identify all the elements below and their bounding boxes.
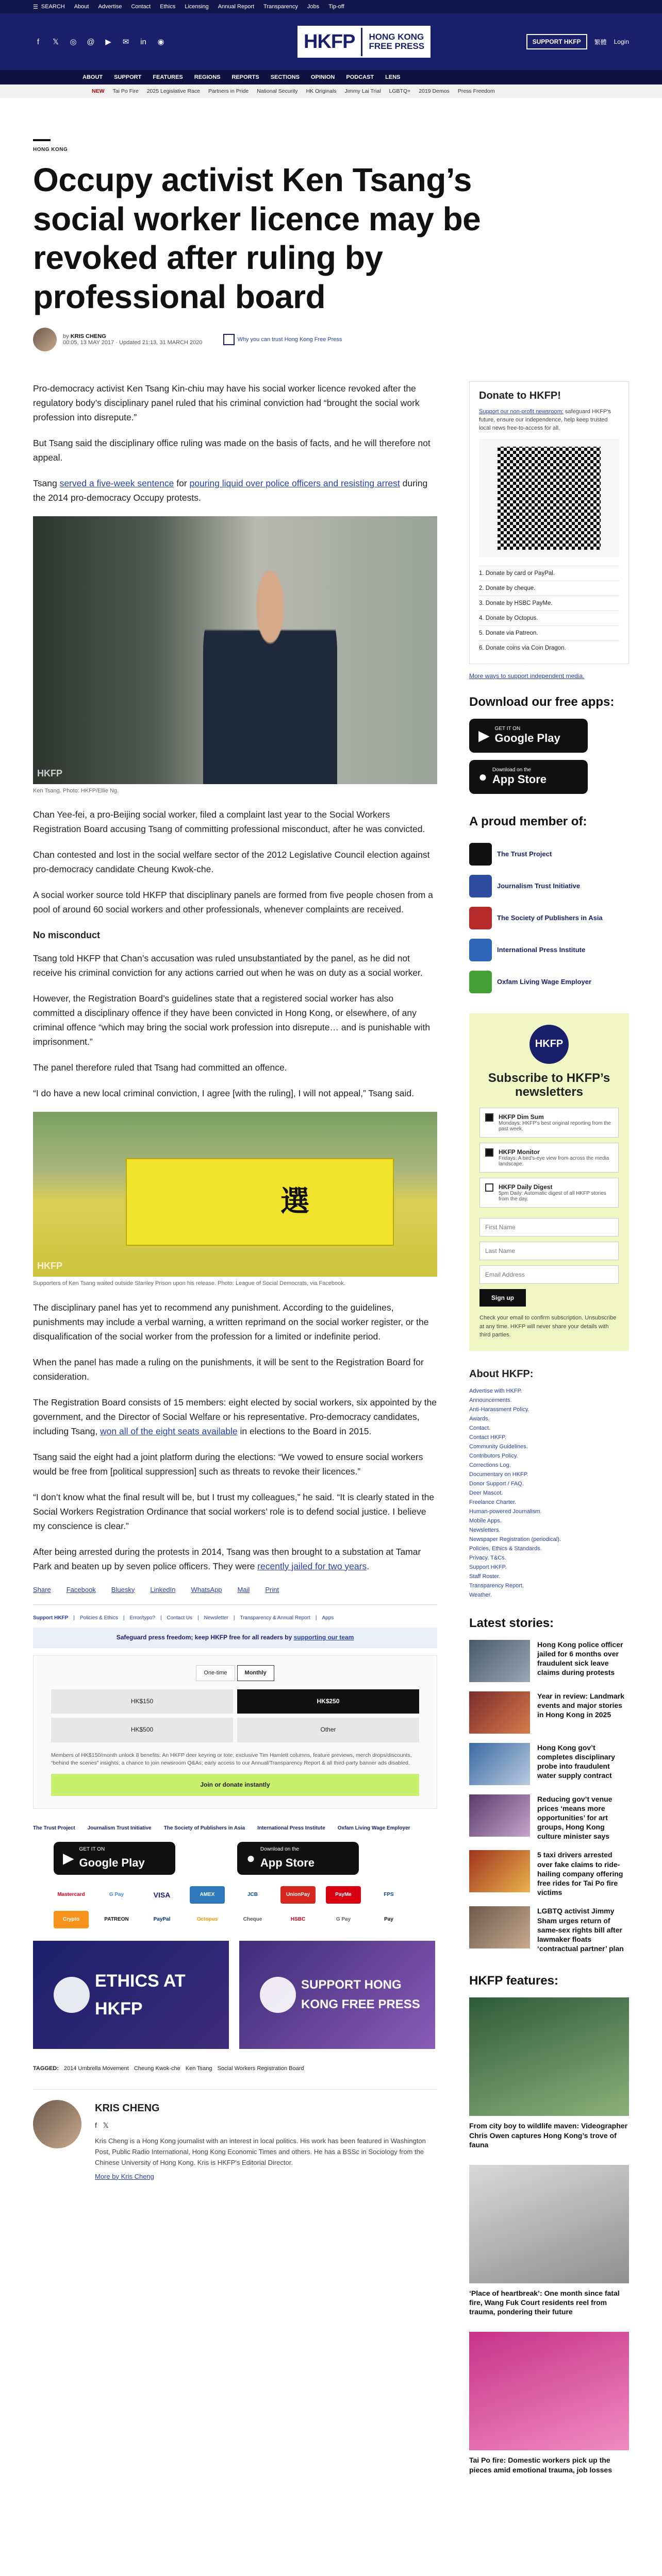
share-linkedin[interactable]: LinkedIn — [150, 1585, 176, 1594]
trust-logo[interactable]: The Trust Project — [33, 1825, 75, 1832]
feature-title[interactable]: From city boy to wildlife maven: Videographer Chris Owen captures Hong Kong’s trove of fauna — [469, 2122, 628, 2149]
x-icon[interactable]: 𝕏 — [103, 2121, 109, 2129]
rss-icon[interactable]: ◉ — [157, 38, 164, 46]
topbar-link-jobs[interactable]: Jobs — [307, 4, 320, 10]
paypal-icon[interactable]: PayPal — [144, 1911, 179, 1928]
app-store-button[interactable]: ● Download on the App Store — [237, 1842, 359, 1875]
octopus-icon[interactable]: Octopus — [190, 1911, 225, 1928]
paragraph: “I do have a new local criminal conviction, I agree [with the ruling], I will not appeal,” Tsang said. — [33, 1088, 414, 1099]
google-pay-icon[interactable]: G Pay — [99, 1886, 134, 1904]
sidebar — [469, 381, 629, 2490]
logo-text: HONG KONG FREE PRESS — [369, 32, 425, 51]
mastercard-icon[interactable]: Mastercard — [54, 1886, 89, 1904]
inline-link[interactable]: recently jailed for two years — [257, 1561, 367, 1571]
donate-method[interactable]: 1. Donate by card or PayPal. — [479, 566, 619, 581]
story-thumbnail — [469, 1743, 530, 1785]
email-input[interactable]: Email Address — [479, 1265, 619, 1284]
donate-method[interactable]: 6. Donate coins via Coin Dragon. — [479, 640, 619, 655]
top-utility-bar — [0, 0, 662, 13]
donate-method[interactable]: 4. Donate by Octopus. — [479, 611, 619, 625]
paragraph: Tsang told HKFP that Chan’s accusation was ruled unsubstantiated by the panel, as he did not receive his criminal conviction for any actions carried out when he was on duty as a social worker. — [33, 953, 423, 978]
photo-watermark: HKFP — [37, 768, 62, 779]
play-icon — [260, 1977, 296, 2013]
paragraph: But Tsang said the disciplinary office ruling was made on the basis of facts, and he will therefore not appeal. — [33, 438, 431, 463]
donate-method[interactable]: 2. Donate by cheque. — [479, 581, 619, 596]
member-logo[interactable]: The Society of Publishers in Asia — [469, 902, 629, 934]
inline-link[interactable]: won all of the eight seats available — [100, 1426, 238, 1436]
trust-badge-icon — [223, 334, 235, 345]
facebook-icon[interactable]: f — [37, 37, 40, 46]
google-play-icon: ▶ — [63, 1850, 74, 1866]
payme-icon[interactable]: PayMe — [326, 1886, 361, 1904]
share-whatsapp[interactable]: WhatsApp — [191, 1585, 222, 1594]
latest-title: Latest stories: — [469, 1616, 554, 1630]
checkbox-unchecked[interactable] — [485, 1183, 493, 1192]
about-link[interactable]: Newspaper Registration (periodical). — [469, 1536, 561, 1543]
member-logo[interactable]: The Trust Project — [469, 838, 629, 870]
latest-story[interactable]: 5 taxi drivers arrested over fake claims to ride-hailing company offering free rides for Tai Po fire victims — [469, 1850, 629, 1897]
trending-item[interactable]: 2019 Demos — [419, 88, 450, 94]
paragraph: However, the Registration Board’s guidelines state that a registered social worker has also committed a disciplinary offence if they have been convicted in Hong Kong, or elsewhere, of any criminal offence “which may bring the social work profession into disrepute… and is punishable with imprisonment.” — [33, 993, 431, 1047]
story-thumbnail — [469, 1906, 530, 1948]
article-tags — [33, 2064, 437, 2074]
about-link[interactable]: Contact. — [469, 1425, 490, 1431]
topbar-link-about[interactable]: About — [74, 4, 89, 10]
share-label: Share — [33, 1585, 51, 1594]
checkbox-checked[interactable] — [485, 1148, 493, 1157]
story-thumbnail — [469, 1691, 530, 1734]
amount-option[interactable]: HK$500 — [51, 1718, 233, 1742]
feature-title[interactable]: Tai Po fire: Domestic workers pick up the pieces amid emotional trauma, job losses — [469, 2456, 612, 2474]
more-ways-link[interactable]: More ways to support independent media. — [469, 672, 585, 680]
donate-link[interactable]: Support our non-profit newsroom: — [479, 409, 564, 415]
login-link[interactable]: Login — [614, 38, 629, 45]
checkbox-checked[interactable] — [485, 1113, 493, 1122]
author-social — [95, 2120, 437, 2131]
trust-logos-row — [33, 1824, 437, 1833]
photo-subject — [203, 563, 337, 784]
footer-link-transparency[interactable]: Transparency & Annual Report — [240, 1615, 310, 1621]
about-link[interactable]: Announcements. — [469, 1397, 512, 1403]
donate-qr-code — [479, 439, 619, 557]
apple-pay-icon[interactable]: Pay — [371, 1911, 406, 1928]
about-link[interactable]: Community Guidelines. — [469, 1443, 528, 1450]
feature-image[interactable] — [469, 1997, 629, 2116]
paragraph: Tsang served a five-week sentence for pouring liquid over police officers and resisting arrest during the 2014 pro-democracy Occupy protests. — [33, 478, 428, 503]
signup-button[interactable]: Sign up — [479, 1289, 526, 1307]
latest-story[interactable]: Year in review: Landmark events and major stories in Hong Kong in 2025 — [469, 1691, 629, 1734]
jcb-icon[interactable]: JCB — [235, 1886, 270, 1904]
join-donate-button[interactable]: Join or donate instantly — [51, 1774, 419, 1796]
newsletter-signup — [469, 1013, 629, 1351]
payment-methods — [33, 1886, 437, 1928]
latest-story[interactable]: LGBTQ activist Jimmy Sham urges return of same-sex rights bill after lawmaker floats ‘contractual partner’ plan — [469, 1906, 629, 1953]
article-photo-supporters — [33, 1112, 437, 1277]
donate-title: Donate to HKFP! — [479, 390, 561, 401]
about-link[interactable]: Newsletters. — [469, 1527, 501, 1533]
category-rule — [33, 139, 51, 141]
qr-code-icon — [498, 447, 601, 550]
about-link[interactable]: Corrections Log. — [469, 1462, 511, 1468]
youtube-icon[interactable]: ▶ — [105, 38, 111, 46]
member-logos — [469, 838, 629, 998]
about-link[interactable]: Donor Support / FAQ. — [469, 1480, 524, 1487]
donate-method[interactable]: 3. Donate by HSBC PayMe. — [479, 596, 619, 611]
newsletter-option[interactable]: HKFP Monitor Fridays: A bird's-eye view from across the media landscape. — [479, 1143, 619, 1173]
site-header — [0, 13, 662, 70]
topbar-link-transparency[interactable]: Transparency — [263, 4, 298, 10]
newsletter-option[interactable]: HKFP Daily Digest 5pm Daily: Automatic digest of all HKFP stories from the day. — [479, 1178, 619, 1208]
tag[interactable]: Cheung Kwok-che — [134, 2065, 180, 2072]
nav-sections[interactable]: SECTIONS — [270, 74, 300, 80]
donation-amounts — [51, 1689, 419, 1742]
footer-link-support[interactable]: Support HKFP — [33, 1615, 69, 1621]
page-content — [33, 139, 629, 2474]
latest-stories — [469, 1616, 629, 1954]
search-toggle[interactable]: ☰ SEARCH — [33, 4, 65, 10]
footer-link-policies[interactable]: Policies & Ethics — [79, 1615, 118, 1621]
newsletter-title: Subscribe to HKFP’s newsletters — [488, 1071, 610, 1099]
about-link[interactable]: Weather. — [469, 1591, 492, 1598]
author-link[interactable]: KRIS CHENG — [70, 333, 106, 340]
feature-title[interactable]: ‘Place of heartbreak’: One month since fatal fire, Wang Fuk Court residents reel from trauma, pondering their future — [469, 2289, 620, 2316]
photo-caption: Supporters of Ken Tsang waited outside Stanley Prison upon his release. Photo: League of Social Democrats, via Facebook. — [33, 1280, 345, 1287]
topbar-link-ethics[interactable]: Ethics — [160, 4, 176, 10]
member-title: A proud member of: — [469, 814, 587, 828]
divider — [33, 2089, 437, 2090]
article-title: Occupy activist Ken Tsang’s social worker licence may be revoked after ruling by professional board — [33, 161, 481, 315]
topbar-link-annual-report[interactable]: Annual Report — [218, 4, 255, 10]
topbar-link-contact[interactable]: Contact — [131, 4, 151, 10]
play-icon — [54, 1977, 90, 2013]
trending-item[interactable]: National Security — [257, 88, 298, 94]
photo-caption: Ken Tsang. Photo: HKFP/Ellie Ng. — [33, 788, 119, 794]
donation-frequency-toggle — [51, 1665, 419, 1682]
linkedin-icon[interactable]: in — [140, 37, 146, 46]
donate-widget — [469, 381, 629, 664]
trending-item[interactable]: LGBTQ+ — [389, 88, 411, 94]
apple-icon: ● — [478, 768, 487, 785]
latest-story[interactable]: Reducing gov’t venue prices ‘means more opportunities’ for art groups, Hong Kong culture minister says — [469, 1794, 629, 1841]
trending-item[interactable]: Press Freedom — [457, 88, 495, 94]
toggle-monthly[interactable]: Monthly — [237, 1665, 274, 1682]
trust-link[interactable]: Why you can trust Hong Kong Free Press — [223, 334, 342, 345]
member-logo[interactable]: Oxfam Living Wage Employer — [469, 966, 629, 998]
cheque-icon[interactable]: Cheque — [235, 1911, 270, 1928]
author-bio-text: Kris Cheng is a Hong Kong journalist with an interest in local politics. His work has been featured in Washington Post, Public Radio International, Hong Kong Economic Times and others. He has a BSSc in Sociology from the Chinese University of Hong Kong. Kris is HKFP's Editorial Director. — [95, 2137, 426, 2166]
crypto-icon[interactable]: Crypto — [54, 1911, 89, 1928]
hkfp-features — [469, 1974, 629, 2475]
nav-support[interactable]: SUPPORT — [114, 74, 142, 80]
story-thumbnail — [469, 1850, 530, 1892]
support-team-link[interactable]: supporting our team — [293, 1634, 354, 1641]
member-logo[interactable]: Journalism Trust Initiative — [469, 870, 629, 902]
paragraph: The disciplinary panel has yet to recommend any punishment. According to the guidelines, punishments may include a verbal warning, a written reprimand on the social worker register, or the disqualification of the social worker from the profession for a limited or indefinite period. — [33, 1302, 429, 1342]
article-category[interactable]: HONG KONG — [33, 147, 68, 152]
story-thumbnail — [469, 1794, 530, 1837]
byline: by KRIS CHENG 00:05, 13 MAY 2017 · Updated 21:13, 31 MARCH 2020 Why you can trust Hong Kong Free Press — [33, 328, 629, 351]
tags-label: TAGGED: — [33, 2065, 59, 2072]
about-link[interactable]: Policies, Ethics & Standards. — [469, 1545, 542, 1552]
app-store-row — [33, 1842, 437, 1875]
email-icon[interactable]: ✉ — [122, 38, 129, 46]
section-heading: No misconduct — [33, 930, 101, 941]
unionpay-icon[interactable]: UnionPay — [280, 1886, 316, 1904]
sidebar-google-play-button[interactable]: ▶ GET IT ON Google Play — [469, 719, 588, 753]
topbar-link-licensing[interactable]: Licensing — [185, 4, 209, 10]
facebook-icon[interactable]: f — [95, 2121, 97, 2129]
support-video[interactable]: SUPPORT HONG KONG FREE PRESS — [239, 1941, 435, 2049]
about-link[interactable]: Freelance Charter. — [469, 1499, 517, 1505]
features-title: HKFP features: — [469, 1974, 558, 1988]
share-print[interactable]: Print — [265, 1585, 279, 1594]
site-logo[interactable] — [297, 26, 431, 58]
share-bluesky[interactable]: Bluesky — [111, 1585, 135, 1594]
about-widget — [469, 1368, 629, 1600]
paragraph: A social worker source told HKFP that disciplinary panels are formed from five people chosen from a pool of around 60 social workers and other professionals, whenever complaints are received. — [33, 890, 433, 915]
article-footer-links: Support HKFP | Policies & Ethics | Error/typo? | Contact Us | Newsletter | Transparency & Annual Report | Apps — [33, 1609, 437, 1628]
donate-method[interactable]: 5. Donate via Patreon. — [479, 625, 619, 640]
menu-icon: ☰ — [33, 4, 38, 10]
photo-banner-text: 選 — [280, 1185, 309, 1219]
about-link[interactable]: Human-powered Journalism. — [469, 1508, 542, 1515]
membership-note: Members of HK$150/month unlock 8 benefits: An HKFP deer keyring or tote; exclusive Tim Hamlett columns, feature previews, merch drops/discounts, “behind the scenes” insights; a chance to join newsroom Q&As; early access to our Annual/Transparency Report & all third-party banner ads disabled. — [51, 1752, 412, 1767]
hsbc-icon[interactable]: HSBC — [280, 1911, 316, 1928]
trending-item[interactable]: Partners in Pride — [208, 88, 249, 94]
language-switch[interactable]: 繁體 — [594, 38, 607, 46]
author-avatar — [33, 328, 57, 351]
apple-icon: ● — [246, 1850, 255, 1866]
share-mail[interactable]: Mail — [237, 1585, 250, 1594]
article-body — [33, 381, 437, 2183]
donation-widget — [33, 1655, 437, 1809]
trending-bar — [0, 84, 662, 98]
amount-option-other[interactable]: Other — [237, 1718, 419, 1742]
google-play-icon: ▶ — [478, 727, 490, 744]
about-link[interactable]: Deer Mascot. — [469, 1489, 503, 1496]
instagram-icon[interactable]: ◎ — [70, 38, 77, 46]
photo-banner — [126, 1158, 394, 1246]
latest-story[interactable]: Hong Kong gov’t completes disciplinary probe into fraudulent water supply contract — [469, 1743, 629, 1785]
about-title: About HKFP: — [469, 1368, 534, 1380]
tag[interactable]: Ken Tsang — [185, 2065, 212, 2072]
paragraph: After being arrested during the protests in 2014, Tsang was then brought to a substation at Tamar Park and beaten up by seven police officers. They were recently jailed for two years. — [33, 1546, 421, 1571]
google-play-button[interactable]: ▶ GET IT ON Google Play — [54, 1842, 175, 1875]
threads-icon[interactable]: @ — [87, 37, 95, 46]
tag[interactable]: 2014 Umbrella Movement — [63, 2065, 129, 2072]
ethics-video[interactable]: ETHICS AT HKFP — [33, 1941, 229, 2049]
about-links — [469, 1386, 629, 1600]
footer-link-error[interactable]: Error/typo? — [129, 1615, 155, 1621]
support-promo-bar: Safeguard press freedom; keep HKFP free for all readers by supporting our team — [33, 1628, 437, 1648]
newsletter-logo: HKFP — [529, 1025, 569, 1064]
paragraph: When the panel has made a ruling on the punishments, it will be sent to the Registration Board for consideration. — [33, 1357, 424, 1382]
about-link[interactable]: Advertise with HKFP. — [469, 1387, 522, 1394]
topbar-link-tipoff[interactable]: Tip-off — [328, 4, 344, 10]
amount-option-selected[interactable]: HK$250 — [237, 1689, 419, 1714]
footer-link-apps[interactable]: Apps — [322, 1615, 334, 1621]
latest-story[interactable]: Hong Kong police officer jailed for 6 months over fraudulent sick leave claims during protests — [469, 1640, 629, 1682]
toggle-one-time[interactable]: One-time — [196, 1665, 235, 1682]
social-links — [33, 37, 166, 47]
paragraph: Pro-democracy activist Ken Tsang Kin-chiu may have his social worker licence revoked after the regulatory body’s disciplinary panel ruled that his criminal conviction had “brought the social work profession into disrepute.” — [33, 383, 420, 422]
apps-title: Download our free apps: — [469, 694, 615, 709]
visa-icon[interactable]: VISA — [144, 1886, 179, 1904]
paragraph: The panel therefore ruled that Tsang had committed an offence. — [33, 1062, 287, 1073]
author-bio-avatar — [33, 2100, 81, 2148]
nav-reports[interactable]: REPORTS — [231, 74, 259, 80]
x-icon[interactable]: 𝕏 — [52, 38, 59, 46]
article-dates: 00:05, 13 MAY 2017 · Updated 21:13, 31 MARCH 2020 — [63, 340, 203, 346]
about-link[interactable]: Contact HKFP. — [469, 1434, 506, 1440]
nav-about[interactable]: ABOUT — [82, 74, 103, 80]
share-facebook[interactable]: Facebook — [66, 1585, 96, 1594]
donate-text: Support our non-profit newsroom: safeguard HKFP's future, ensure our independence, help keep trusted local news free-to-access for all. — [479, 409, 611, 431]
about-link[interactable]: Documentary on HKFP. — [469, 1471, 528, 1478]
patreon-icon[interactable]: PATREON — [99, 1911, 134, 1928]
newsletter-option[interactable]: HKFP Dim Sum Mondays: HKFP's best original reporting from the past week. — [479, 1108, 619, 1138]
footer-link-contact[interactable]: Contact Us — [167, 1615, 193, 1621]
inline-link[interactable]: served a five-week sentence — [59, 478, 174, 488]
tag[interactable]: Social Workers Registration Board — [217, 2065, 304, 2072]
trust-logo[interactable]: International Press Institute — [257, 1825, 325, 1832]
nav-opinion[interactable]: OPINION — [310, 74, 335, 80]
paragraph: Chan contested and lost in the social welfare sector of the 2012 Legislative Council election against pro-democracy candidate Cheung Kwok-che. — [33, 850, 430, 875]
newsletter-note: Check your email to confirm subscription. Unsubscribe at any time. HKFP will never share your details with third parties. — [479, 1315, 617, 1338]
trust-logo[interactable]: Journalism Trust Initiative — [87, 1825, 152, 1832]
about-link[interactable]: Privacy, T&Cs. — [469, 1554, 506, 1561]
nav-regions[interactable]: REGIONS — [194, 74, 221, 80]
member-logo[interactable]: International Press Institute — [469, 934, 629, 966]
nav-podcast[interactable]: PODCAST — [346, 74, 374, 80]
gpay-icon[interactable]: G Pay — [326, 1911, 361, 1928]
about-link[interactable]: Mobile Apps. — [469, 1517, 502, 1524]
nav-lens[interactable]: LENS — [385, 74, 401, 80]
trust-logo[interactable]: The Society of Publishers in Asia — [163, 1825, 245, 1832]
inline-link[interactable]: pouring liquid over police officers and resisting arrest — [189, 478, 400, 488]
trending-item[interactable]: 2025 Legislative Race — [146, 88, 201, 94]
trust-logo[interactable]: Oxfam Living Wage Employer — [337, 1825, 410, 1832]
article-photo-ken-tsang — [33, 516, 437, 784]
paragraph: The Registration Board consists of 15 members: eight elected by social workers, six appointed by the government, and the Director of Social Welfare or his representative. Pro-democracy candidates, including Tsang, won all of the eight seats available in elections to the Board in 2015. — [33, 1397, 437, 1436]
story-thumbnail — [469, 1640, 530, 1682]
amount-option[interactable]: HK$150 — [51, 1689, 233, 1714]
paragraph: “I don’t know what the final result will be, but I trust my colleagues,” he said. “It is clearly stated in the Social Workers Registration Ordinance that social workers’ role is to defend social justice. I believe my conscience is clear.” — [33, 1492, 435, 1531]
about-link[interactable]: Staff Roster. — [469, 1573, 501, 1580]
about-link[interactable]: Transparency Report. — [469, 1582, 524, 1589]
author-bio-box — [33, 2100, 437, 2183]
feature-image[interactable] — [469, 2165, 629, 2283]
author-bio-name: KRIS CHENG — [95, 2102, 160, 2114]
trending-item[interactable]: Tai Po Fire — [112, 88, 139, 94]
about-link[interactable]: Contributors Policy. — [469, 1452, 518, 1459]
paragraph: Chan Yee-fei, a pro-Beijing social worker, filed a complaint last year to the Social Workers Registration Board accusing Tsang of committing professional misconduct, after he was convicted. — [33, 809, 425, 835]
about-link[interactable]: Awards. — [469, 1415, 490, 1422]
trending-item[interactable]: Jimmy Lai Trial — [344, 88, 381, 94]
about-link[interactable]: Support HKFP. — [469, 1564, 507, 1570]
nav-features[interactable]: FEATURES — [153, 74, 183, 80]
logo-mark: HKFP — [297, 28, 362, 56]
paragraph: Tsang said the eight had a joint platform during the elections: “We vowed to ensure social workers would be free from [political suppression] such as threats to revoke their licences.” — [33, 1451, 423, 1477]
sidebar-app-store-button[interactable]: ● Download on the App Store — [469, 760, 588, 794]
more-by-author-link[interactable]: More by Kris Cheng — [95, 2172, 154, 2180]
amex-icon[interactable]: AMEX — [190, 1886, 225, 1904]
support-hkfp-button[interactable]: SUPPORT HKFP — [526, 34, 587, 49]
footer-link-newsletter[interactable]: Newsletter — [204, 1615, 228, 1621]
fps-icon[interactable]: FPS — [371, 1886, 406, 1904]
share-bar — [33, 1585, 437, 1596]
photo-watermark: HKFP — [37, 1261, 62, 1272]
divider — [33, 1604, 437, 1605]
promo-videos — [33, 1941, 437, 2049]
main-nav — [0, 70, 662, 84]
trending-item[interactable]: HK Originals — [306, 88, 337, 94]
last-name-input[interactable]: Last Name — [479, 1242, 619, 1260]
first-name-input[interactable]: First Name — [479, 1218, 619, 1236]
new-badge: NEW — [92, 88, 105, 94]
donate-methods-list — [479, 566, 619, 655]
feature-image[interactable] — [469, 2332, 629, 2450]
topbar-link-advertise[interactable]: Advertise — [98, 4, 122, 10]
about-link[interactable]: Anti-Harassment Policy. — [469, 1406, 529, 1413]
